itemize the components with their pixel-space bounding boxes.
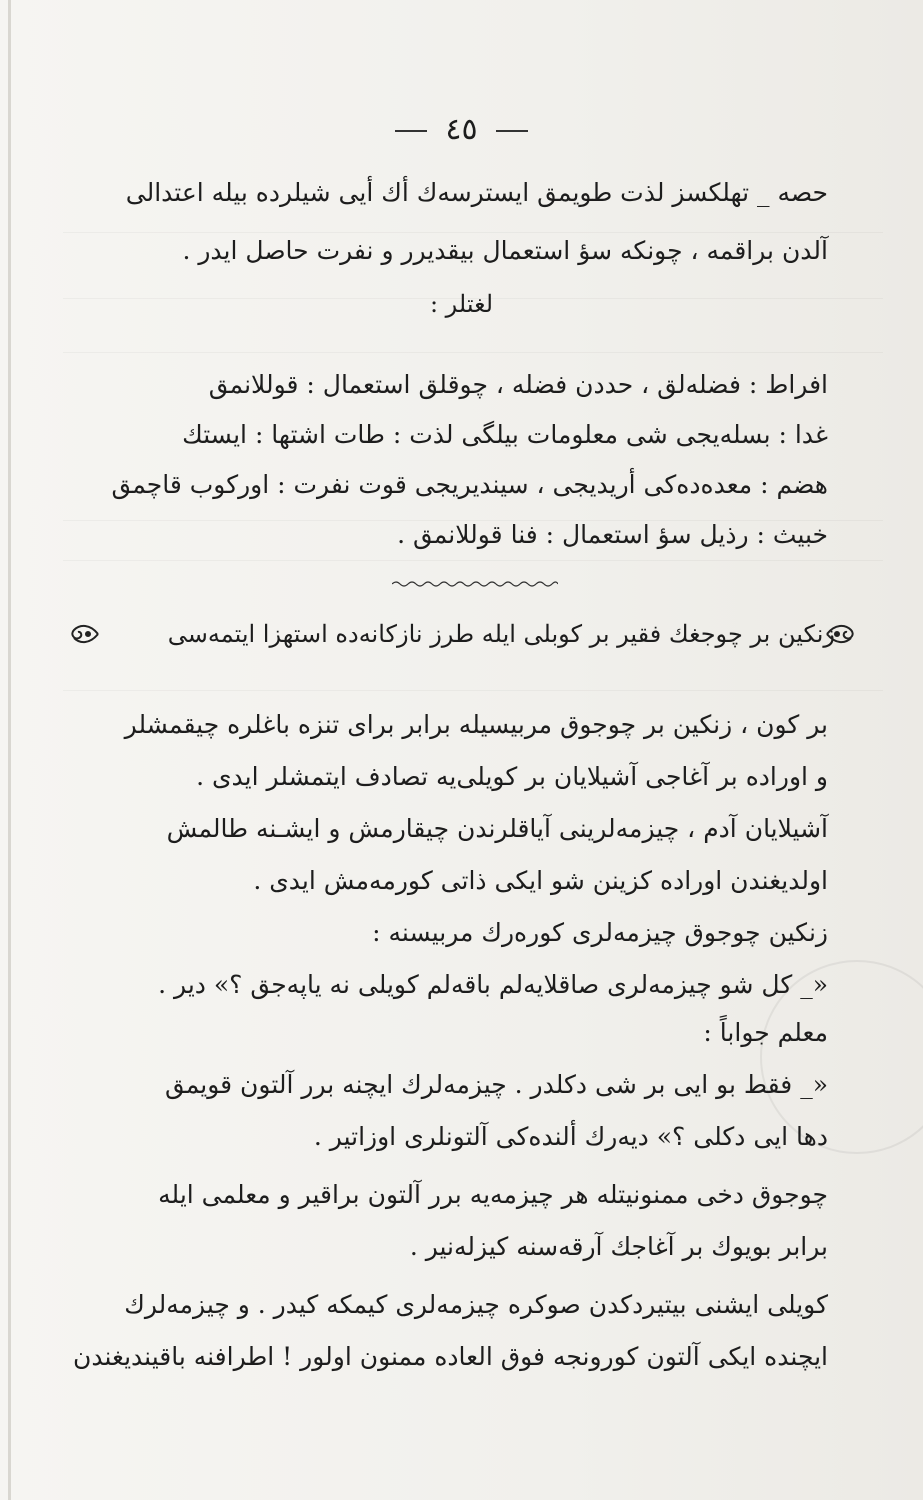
story-line: معلم جواباً : [703, 1018, 828, 1047]
glossary-row: غدا : بسله‌یجی شی معلومات بیلگی لذت : طات اشتها : ایستك [182, 420, 828, 449]
story-line: «_ کل شو چیزمه‌لری صاقلایه‌لم باقه‌لم کویلی نه یاپه‌جق ؟» دیر . [158, 970, 828, 999]
glossary-row: خبیث : رذیل سؤ استعمال : فنا قوللانمق . [397, 520, 828, 549]
page-number [0, 112, 923, 147]
bleed-line [63, 352, 883, 353]
story-line: دها ایی دکلی ؟» دیه‌رك ألنده‌کی آلتونلری اوزاتیر . [313, 1122, 828, 1151]
wavy-divider [392, 580, 558, 588]
story-line: چوجوق دخی ممنونیتله هر چیزمه‌یه برر آلتون براقیر و معلمی ایله [158, 1180, 828, 1209]
page-number-dash-right [496, 130, 528, 132]
story-line: ایچنده ایکی آلتون کورونجه فوق العاده ممنون اولور ! اطرافنه باقیندیغندن [73, 1342, 828, 1371]
story-line: و اوراده بر آغاجی آشیلایان بر کویلی‌یه تصادف ایتمشلر ایدی . [196, 762, 828, 791]
bleed-line [63, 232, 883, 233]
story-line: کویلی ایشنی بیتیردکدن صوکره چیزمه‌لری کیمکه کیدر . و چیزمه‌لرك [124, 1290, 828, 1319]
story-line: آشیلایان آدم ، چیزمه‌لرینی آیاقلرندن چیقارمش و ایشـنه طالمش [166, 814, 828, 843]
story-line: برابر بویوك بر آغاجك آرقه‌سنه کیزله‌نیر . [409, 1232, 828, 1261]
bleed-line [63, 560, 883, 561]
ornament-left-icon [68, 618, 100, 650]
glossary-row: افراط : فضله‌لق ، حددن فضله ، چوقلق استعمال : قوللانمق [208, 370, 828, 399]
story-line: «_ فقط بو ایی بر شی دکلدر . چیزمه‌لرك ایچنه برر آلتون قویمق [164, 1070, 828, 1099]
page-number-text: ٤٥ [445, 112, 478, 147]
glossary-row: هضم : معده‌ده‌کی أریدیجی ، سینديریجی قوت نفرت : اورکوب قاچمق [111, 470, 828, 499]
intro-line-2: آلدن براقمه ، چونکه سؤ استعمال بیقدیرر و نفرت حاصل ایدر . [182, 236, 828, 265]
section-heading: زنکین بر چوجغك فقیر بر کوبلی ایله طرز نازکانه‌ده استهزا ایتمه‌سی [167, 620, 835, 648]
page-spine-shadow [8, 0, 11, 1500]
glossary-title: لغتلر : [429, 290, 494, 318]
story-line: بر کون ، زنکین بر چوجوق مربیسیله برابر برای تنزه باغلره چیقمشلر [124, 710, 828, 739]
bleed-line [63, 690, 883, 691]
intro-line-1: حصه _ تهلکسز لذت طویمق ایسترسه‌ك أك أیی شیلرده بیله اعتدالی [125, 178, 828, 207]
story-line: زنکین چوجوق چیزمه‌لری کوره‌رك مربیسنه : [372, 918, 828, 947]
story-line: اولدیغندن اوراده کزینن شو ایکی ذاتی کورمه‌مش ایدی . [253, 866, 828, 895]
page-number-dash-left [395, 130, 427, 132]
